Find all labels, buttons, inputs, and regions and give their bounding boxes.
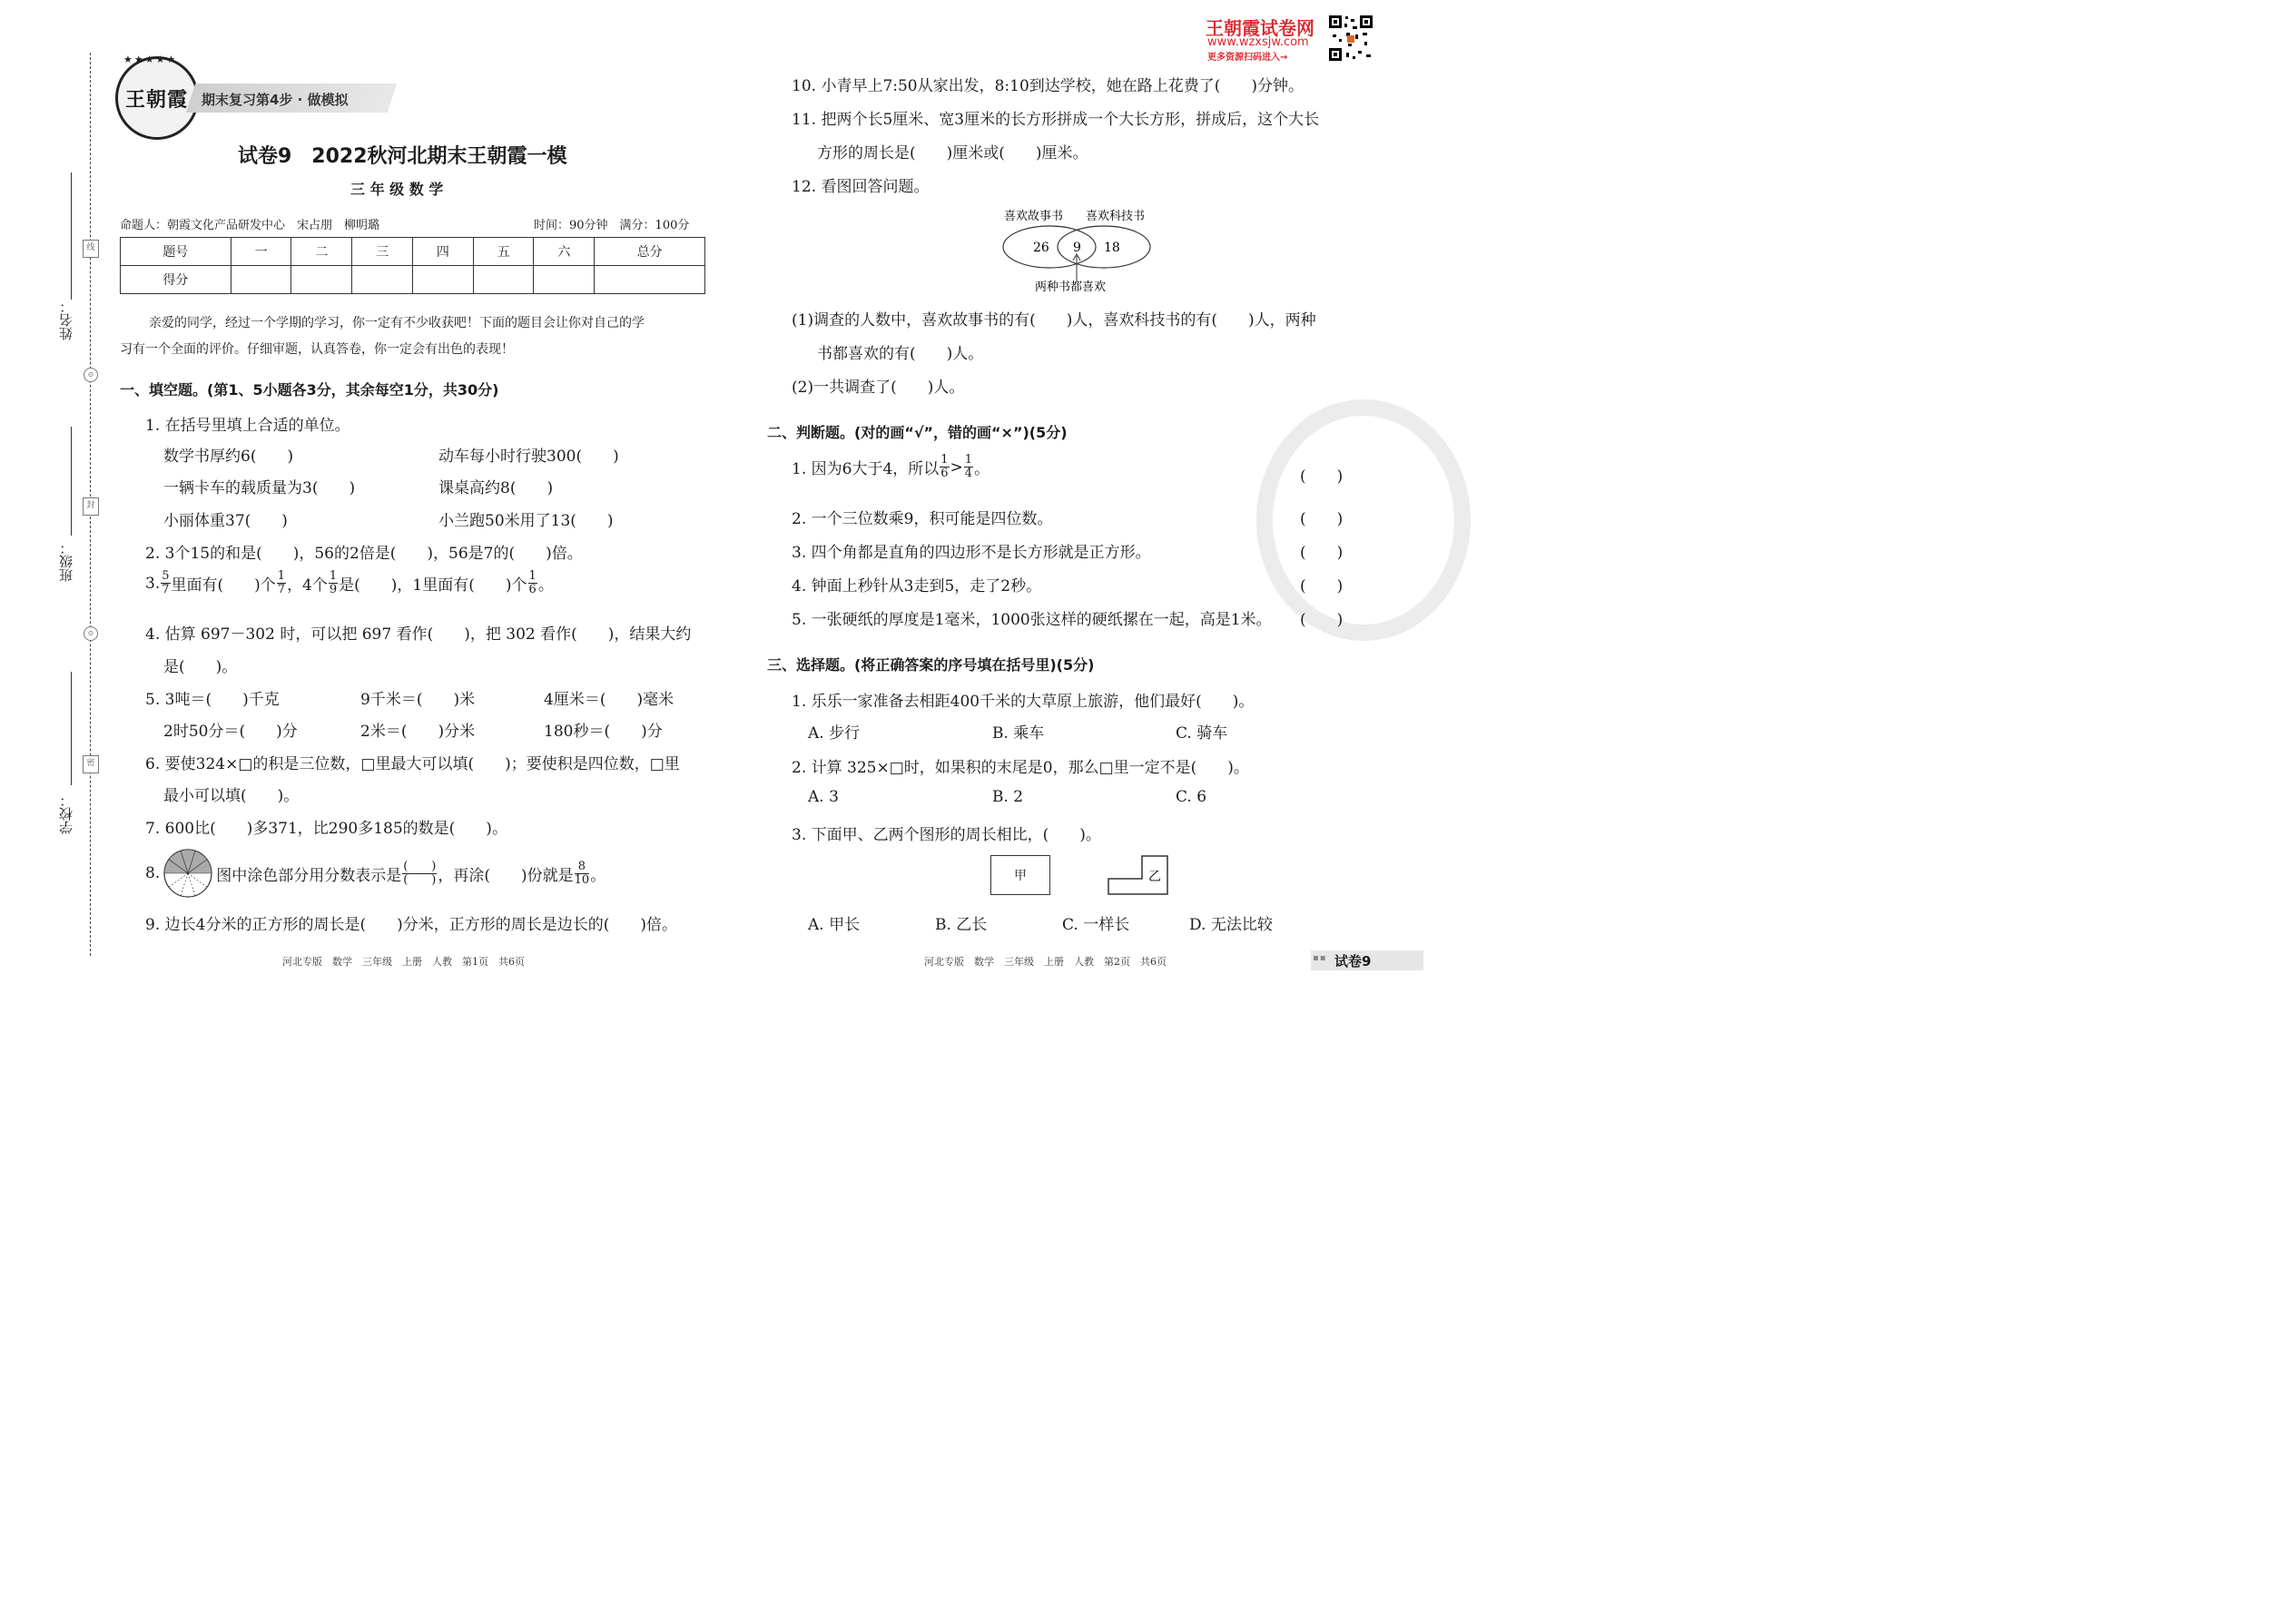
choice-option[interactable]: B. 乙长 [935, 916, 988, 934]
score-header-cell: 总分 [595, 238, 705, 266]
score-header-cell: 题号 [121, 238, 231, 266]
venn-left-ellipse [1003, 226, 1096, 268]
score-header-row [121, 238, 705, 266]
numerator: 1 [964, 453, 973, 467]
venn-left-value: 26 [1033, 241, 1049, 255]
choice-option[interactable]: C. 一样长 [1062, 916, 1130, 934]
choice-option[interactable]: A. 甲长 [808, 916, 861, 934]
question-6: 6. 要使324×□的积是三位数，□里最大可以填( )；要使积是四位数，□里 [145, 755, 680, 773]
numerator: ( ) [403, 859, 437, 873]
choice-option[interactable]: B. 2 [992, 788, 1024, 806]
fraction-8-10 [575, 861, 590, 887]
denominator: 6 [940, 467, 949, 480]
q1-item: 一辆卡车的载质量为3( ) [163, 479, 356, 497]
school-label: 学校： [58, 793, 74, 834]
footer-tag: 试卷9 [1334, 953, 1372, 969]
question-12-1: (1)调查的人数中，喜欢故事书的有( )人，喜欢科技书的有( )人，两种 [792, 311, 1316, 330]
footer-right: 河北专版 数学 三年级 上册 人教 第2页 共6页 [924, 956, 1167, 968]
qr-code-icon[interactable] [1328, 15, 1373, 62]
score-cell[interactable] [534, 266, 595, 294]
answer-paren[interactable]: ( ) [1300, 544, 1344, 562]
fraction-1-9 [329, 570, 338, 596]
site-url[interactable]: www.wzxsjw.com [1207, 35, 1309, 49]
choice-option[interactable]: D. 无法比较 [1189, 916, 1273, 934]
class-label: 班级： [58, 541, 74, 582]
intro-line-2: 习有一个全面的评价。仔细审题，认真答卷，你一定会有出色的表现！ [120, 342, 514, 357]
denominator: 4 [964, 467, 973, 480]
fraction-1-6 [940, 454, 949, 480]
question-9: 9. 边长4分米的正方形的周长是( )分米，正方形的周长是边长的( )倍。 [145, 916, 677, 934]
exam-time-score: 时间：90分钟 满分：100分 [534, 219, 690, 232]
footer-left: 河北专版 数学 三年级 上册 人教 第1页 共6页 [282, 956, 525, 968]
score-header-cell: 二 [291, 238, 352, 266]
q8-text: 。 [590, 866, 606, 885]
venn-overlap-value: 9 [1073, 241, 1081, 255]
watermark-seal [1256, 399, 1471, 641]
numerator: 1 [329, 569, 338, 583]
denominator: 10 [574, 872, 590, 887]
score-cell[interactable] [595, 266, 705, 294]
judge-text: 1. 因为6大于4，所以 [792, 460, 940, 478]
grid-dots-icon: ▪▪ [1313, 953, 1327, 963]
q3-text: 里面有( )个 [171, 576, 276, 595]
venn-right-value: 18 [1104, 241, 1120, 255]
section1-heading: 一、填空题。(第1、5小题各3分，其余每空1分，共30分) [120, 381, 499, 399]
q8-text: ，再涂( )份就是 [438, 866, 574, 885]
question-11-cont: 方形的周长是( )厘米或( )厘米。 [817, 144, 1088, 162]
fraction-1-7 [277, 570, 286, 596]
numerator: 5 [162, 569, 170, 583]
exam-subtitle: 三 年 级 数 学 [350, 181, 444, 198]
judge-text: 。 [974, 460, 990, 478]
question-1: 1. 在括号里填上合适的单位。 [145, 417, 350, 435]
q3-text: 。 [537, 576, 554, 595]
choice-option[interactable]: A. 步行 [808, 724, 861, 743]
denominator: 6 [528, 583, 537, 596]
numerator: 1 [277, 569, 286, 583]
shape-yi-label: 乙 [1148, 870, 1161, 884]
venn-right-label: 喜欢科技书 [1086, 210, 1146, 223]
q5-item: 180秒＝( )分 [544, 723, 663, 741]
question-6-cont: 最小可以填( )。 [163, 787, 300, 805]
q1-item: 动车每小时行驶300( ) [438, 448, 619, 466]
logo-text: 王朝霞 [125, 88, 189, 112]
score-header-cell: 六 [534, 238, 595, 266]
site-cta: 更多资源扫码进入→ [1207, 53, 1288, 63]
question-4-cont: 是( )。 [163, 658, 238, 676]
fraction-1-4 [964, 454, 973, 480]
numerator: 1 [528, 569, 537, 583]
q5-item: 9千米＝( )米 [360, 691, 476, 709]
exam-title: 试卷9 2022秋河北期末王朝霞一模 [238, 145, 567, 168]
q5-item: 5. 3吨＝( )千克 [145, 691, 280, 709]
score-table [120, 237, 705, 294]
venn-diagram [999, 203, 1162, 294]
q1-item: 小兰跑50米用了13( ) [438, 512, 614, 530]
venn-bottom-label: 两种书都喜欢 [1035, 281, 1107, 294]
circle-pie-figure [162, 848, 214, 899]
q3-text: ，4个 [287, 576, 328, 595]
judge-item-1 [792, 454, 989, 480]
binding-hole: ⊙ [84, 626, 98, 641]
answer-paren[interactable]: ( ) [1300, 577, 1344, 595]
judge-text: > [950, 458, 963, 477]
venn-left-label: 喜欢故事书 [1004, 210, 1064, 223]
shape-yi [1108, 855, 1169, 895]
shape-jia [990, 855, 1050, 895]
answer-paren[interactable]: ( ) [1300, 468, 1344, 486]
exam-authors: 命题人：朝霞文化产品研发中心 宋占朋 柳明璐 [120, 219, 380, 232]
banner-text: 期末复习第4步 · 做模拟 [202, 92, 349, 108]
binding-mark-line: 线 [83, 240, 99, 258]
answer-paren[interactable]: ( ) [1300, 611, 1344, 629]
score-row-label: 得分 [121, 266, 231, 294]
fraction-1-6 [528, 570, 537, 596]
q5-item: 4厘米＝( )毫米 [544, 691, 674, 709]
question-12-1-cont: 书都喜欢的有( )人。 [817, 345, 984, 363]
question-3 [145, 570, 554, 596]
score-cell[interactable] [412, 266, 473, 294]
denominator: 7 [277, 583, 286, 596]
score-header-cell: 五 [473, 238, 534, 266]
binding-hole: ⊙ [84, 368, 98, 382]
q3-text: 是( )，1里面有( )个 [339, 576, 527, 595]
school-fill-line [71, 672, 72, 785]
question-4: 4. 估算 697－302 时，可以把 697 看作( )，把 302 看作( )，结果大约 [145, 625, 692, 644]
answer-paren[interactable]: ( ) [1300, 510, 1344, 528]
binding-mark-secret: 密 [83, 755, 99, 773]
score-value-row [121, 266, 705, 294]
q1-item: 课桌高约8( ) [438, 479, 554, 497]
question-8 [145, 848, 605, 899]
choice-question-2: 2. 计算 325×□时，如果积的末尾是0，那么□里一定不是( )。 [792, 759, 1249, 777]
score-cell[interactable] [352, 266, 413, 294]
choice-question-3: 3. 下面甲、乙两个图形的周长相比，( )。 [792, 826, 1101, 844]
numerator: 8 [575, 861, 590, 874]
q5-item: 2时50分＝( )分 [163, 723, 298, 741]
class-fill-line [71, 427, 72, 536]
numerator: 1 [940, 453, 949, 467]
name-label: 姓名： [58, 300, 74, 340]
name-fill-line [71, 172, 72, 300]
binding-mark-seal: 封 [83, 497, 99, 516]
judge-item-5: 5. 一张硬纸的厚度是1毫米，1000张这样的硬纸摞在一起，高是1米。 [792, 611, 1272, 629]
judge-item-4: 4. 钟面上秒针从3走到5，走了2秒。 [792, 577, 1042, 595]
q3-number: 3. [145, 574, 161, 593]
brand-seal-logo [115, 56, 199, 140]
score-header-cell: 三 [352, 238, 413, 266]
judge-item-2: 2. 一个三位数乘9，积可能是四位数。 [792, 510, 1053, 528]
choice-option[interactable]: C. 6 [1176, 788, 1207, 806]
question-10: 10. 小青早上7:50从家出发，8:10到达学校，她在路上花费了( )分钟。 [792, 77, 1305, 95]
q1-item: 数学书厚约6( ) [163, 448, 294, 466]
denominator: 9 [329, 583, 338, 596]
star-icon: ★★★★★ [123, 54, 178, 65]
question-12: 12. 看图回答问题。 [792, 178, 930, 196]
score-cell[interactable] [473, 266, 534, 294]
denominator: 7 [162, 583, 170, 596]
judge-item-3: 3. 四个角都是直角的四边形不是长方形就是正方形。 [792, 544, 1151, 562]
question-11: 11. 把两个长5厘米、宽3厘米的长方形拼成一个大长方形，拼成后，这个大长 [792, 111, 1320, 129]
section2-heading: 二、判断题。(对的画“√”，错的画“×”)(5分) [767, 424, 1068, 441]
q1-item: 小丽体重37( ) [163, 512, 288, 530]
choice-option[interactable]: C. 骑车 [1176, 724, 1228, 743]
fraction-blank[interactable] [402, 861, 437, 887]
score-header-cell: 一 [231, 238, 291, 266]
question-2: 2. 3个15的和是( )，56的2倍是( )，56是7的( )倍。 [145, 545, 583, 563]
choice-option[interactable]: A. 3 [808, 788, 839, 806]
intro-line-1: 亲爱的同学，经过一个学期的学习，你一定有不少收获吧！下面的题目会让你对自己的学 [149, 316, 645, 330]
q8-text: 图中涂色部分用分数表示是 [216, 866, 402, 885]
score-cell[interactable] [231, 266, 291, 294]
choice-option[interactable]: B. 乘车 [992, 724, 1045, 743]
q8-number: 8. [145, 864, 161, 882]
score-header-cell: 四 [412, 238, 473, 266]
site-brand: 王朝霞试卷网 [1206, 17, 1314, 39]
choice-question-1: 1. 乐乐一家准备去相距400千米的大草原上旅游，他们最好( )。 [792, 693, 1255, 711]
question-12-2: (2)一共调查了( )人。 [792, 379, 965, 397]
shape-jia-label: 甲 [1014, 869, 1027, 883]
fraction-5-7 [161, 570, 170, 596]
section3-heading: 三、选择题。(将正确答案的序号填在括号里)(5分) [767, 656, 1095, 674]
q5-item: 2米＝( )分米 [360, 723, 476, 741]
score-cell[interactable] [291, 266, 352, 294]
denominator: ( ) [403, 872, 437, 887]
question-7: 7. 600比( )多371，比290多185的数是( )。 [145, 820, 507, 838]
